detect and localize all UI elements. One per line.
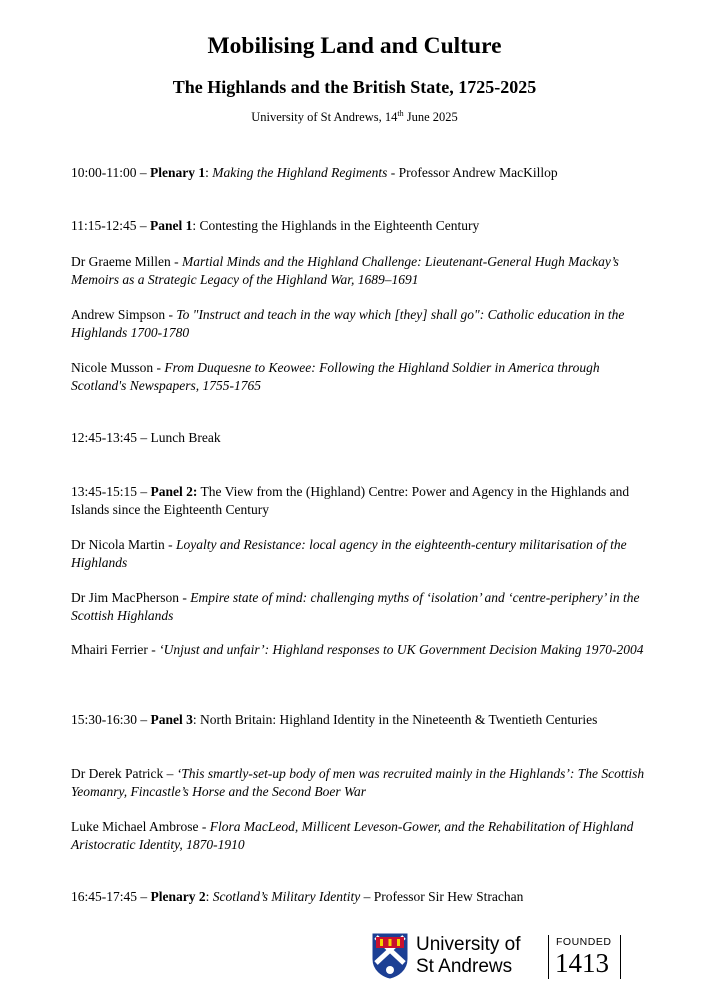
paper-title: ‘Unjust and unfair’: Highland responses to UK Government Decision Making 1970-2004: [159, 642, 644, 657]
paper-title: To "Instruct and teach in the way which [they] shall go": Catholic education in the Highlands 1700-1780: [71, 307, 625, 340]
paper-speaker: Luke Michael Ambrose -: [71, 819, 210, 834]
paper-title: Empire state of mind: challenging myths of ‘isolation’ and ‘centre-periphery’ in the Scottish Highlands: [71, 590, 640, 623]
session-plenary-1: [71, 164, 651, 182]
date-line: [0, 110, 709, 125]
session-time: 15:30-16:30 –: [71, 712, 151, 727]
paper-entry: [71, 641, 651, 659]
paper-title: Loyalty and Resistance: local agency in the eighteenth-century militarisation of the Highlands: [71, 537, 627, 570]
paper-speaker: Dr Nicola Martin -: [71, 537, 176, 552]
separator: :: [192, 218, 200, 233]
date-suffix: June 2025: [403, 110, 458, 124]
paper-entry: [71, 253, 651, 289]
session-title: North Britain: Highland Identity in the Nineteenth & Twentieth Centuries: [200, 712, 598, 727]
separator: :: [192, 712, 201, 727]
session-label: Panel 1: [150, 218, 193, 233]
session-label: Panel 3: [150, 712, 193, 727]
paper-title: Martial Minds and the Highland Challenge: Lieutenant-General Hugh Mackay’s Memoirs as a Strategic Legacy of the Highland War, 1689–1691: [71, 254, 619, 287]
logo-wordmark: [416, 934, 521, 978]
session-time: 12:45-13:45 –: [71, 430, 151, 445]
session-time: 10:00-11:00 –: [71, 165, 150, 180]
session-title: Making the Highland Regiments: [212, 165, 388, 180]
logo-line-1: University of: [416, 934, 521, 955]
university-logo: [372, 933, 632, 981]
paper-title: Flora MacLeod, Millicent Leveson-Gower, and the Rehabilitation of Highland Aristocratic Identity, 1870-1910: [71, 819, 634, 852]
logo-divider-right: [620, 935, 621, 979]
session-lunch: [71, 429, 651, 447]
session-speaker: – Professor Sir Hew Strachan: [360, 889, 524, 904]
paper-speaker: Dr Derek Patrick –: [71, 766, 177, 781]
session-time: 11:15-12:45 –: [71, 218, 150, 233]
logo-divider: [548, 935, 549, 979]
session-label: Plenary 1: [150, 165, 206, 180]
paper-speaker: Dr Graeme Millen -: [71, 254, 182, 269]
logo-founded-label: FOUNDED: [556, 936, 612, 948]
paper-speaker: Nicole Musson -: [71, 360, 165, 375]
paper-speaker: Mhairi Ferrier -: [71, 642, 160, 657]
session-title: The View from the (Highland) Centre: Power and Agency in the Highlands and Islands since the Eighteenth Century: [71, 484, 630, 517]
separator: :: [205, 889, 213, 904]
session-panel-1: [71, 217, 651, 235]
date-sup: th: [397, 108, 404, 118]
document-title: Mobilising Land and Culture: [207, 33, 502, 59]
separator: :: [205, 165, 213, 180]
paper-entry: [71, 818, 651, 854]
date-prefix: University of St Andrews, 14: [251, 110, 398, 124]
paper-title: ‘This smartly-set-up body of men was recruited mainly in the Highlands’: The Scottish Yeomanry, Fincastle’s Horse and the Second Boer War: [71, 766, 645, 799]
session-label: Plenary 2: [150, 889, 206, 904]
paper-entry: [71, 359, 651, 395]
logo-line-2: St Andrews: [416, 956, 513, 977]
paper-speaker: Dr Jim MacPherson -: [71, 590, 191, 605]
session-plenary-2: [71, 888, 651, 906]
paper-entry: [71, 589, 651, 625]
session-title: Contesting the Highlands in the Eighteenth Century: [199, 218, 480, 233]
document-subtitle: The Highlands and the British State, 1725-2025: [172, 77, 537, 97]
session-speaker: - Professor Andrew MacKillop: [387, 165, 558, 180]
session-title: Scotland’s Military Identity: [212, 889, 361, 904]
session-panel-2: [71, 483, 651, 519]
paper-entry: [71, 536, 651, 572]
session-time: 16:45-17:45 –: [71, 889, 151, 904]
session-title: Lunch Break: [150, 430, 221, 445]
university-crest-icon: [372, 933, 408, 979]
session-time: 13:45-15:15 –: [71, 484, 151, 499]
session-panel-3: [71, 711, 651, 729]
paper-title: From Duquesne to Keowee: Following the Highland Soldier in America through Scotland's Newspapers, 1755-1765: [71, 360, 600, 393]
session-label: Panel 2:: [150, 484, 198, 499]
paper-speaker: Andrew Simpson -: [71, 307, 177, 322]
paper-entry: [71, 306, 651, 342]
paper-entry: [71, 765, 651, 801]
logo-founded-year: 1413: [555, 948, 609, 978]
